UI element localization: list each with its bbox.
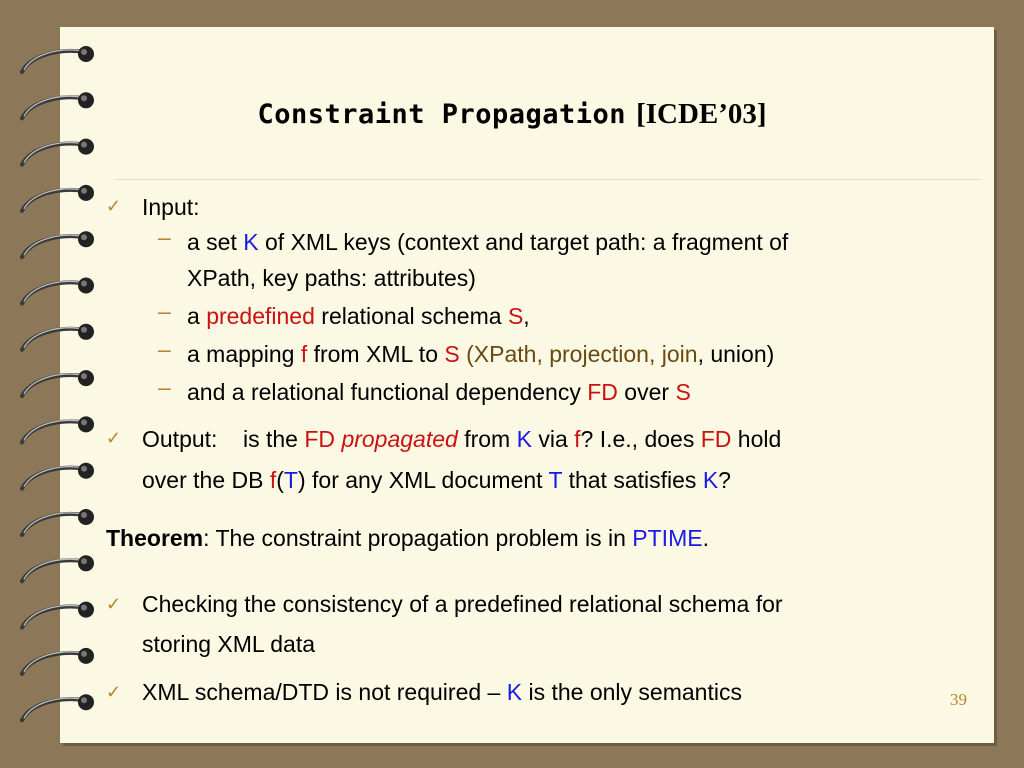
- binding-hole-shine: [81, 419, 87, 425]
- checking-line2: storing XML data: [142, 631, 316, 657]
- binding-hole-shine: [81, 281, 87, 287]
- checkmark-icon: ✓: [106, 196, 122, 216]
- title-reference: [ICDE’03]: [636, 98, 767, 130]
- theorem-statement: Theorem: The constraint propagation problem is in PTIME.: [106, 525, 709, 551]
- input-label: Input:: [142, 194, 200, 220]
- schema-dtd-line: XML schema/DTD is not required – K is the only semantics: [142, 679, 742, 705]
- checkmark-icon: ✓: [106, 682, 122, 702]
- input-keys-line1: a set K of XML keys (context and target path: a fragment of: [187, 229, 789, 255]
- binding-hole-shine: [81, 327, 87, 333]
- input-schema: a predefined relational schema S,: [187, 303, 530, 329]
- input-mapping: a mapping f from XML to S (XPath, projection, join, union): [187, 341, 775, 367]
- binding-hole-shine: [81, 651, 87, 657]
- binding-hole-shine: [81, 373, 87, 379]
- binding-hole-shine: [81, 466, 87, 472]
- page-number: 39: [950, 690, 967, 709]
- title-text: Constraint Propagation: [257, 99, 627, 130]
- checkmark-icon: ✓: [106, 594, 122, 614]
- dash-icon: –: [158, 298, 171, 324]
- binding-hole-shine: [81, 142, 87, 148]
- binding-hole-shine: [81, 49, 87, 55]
- dash-icon: –: [158, 336, 171, 362]
- checking-line1: Checking the consistency of a predefined relational schema for: [142, 591, 783, 617]
- binding-hole-shine: [81, 558, 87, 564]
- input-fd: and a relational functional dependency FD over S: [187, 379, 691, 405]
- dash-icon: –: [158, 224, 171, 250]
- binding-hole-shine: [81, 234, 87, 240]
- dash-icon: –: [158, 374, 171, 400]
- output-line1: Output: is the FD propagated from K via f? I.e., does FD hold: [142, 426, 782, 452]
- output-line2: over the DB f(T) for any XML document T that satisfies K?: [142, 467, 731, 493]
- binding-hole-shine: [81, 512, 87, 518]
- checkmark-icon: ✓: [106, 428, 122, 448]
- input-keys-line2: XPath, key paths: attributes): [187, 265, 476, 291]
- title-divider: [115, 179, 981, 180]
- binding-hole-shine: [81, 605, 87, 611]
- binding-hole-shine: [81, 188, 87, 194]
- slide-title: [0, 98, 1024, 131]
- binding-hole-shine: [81, 697, 87, 703]
